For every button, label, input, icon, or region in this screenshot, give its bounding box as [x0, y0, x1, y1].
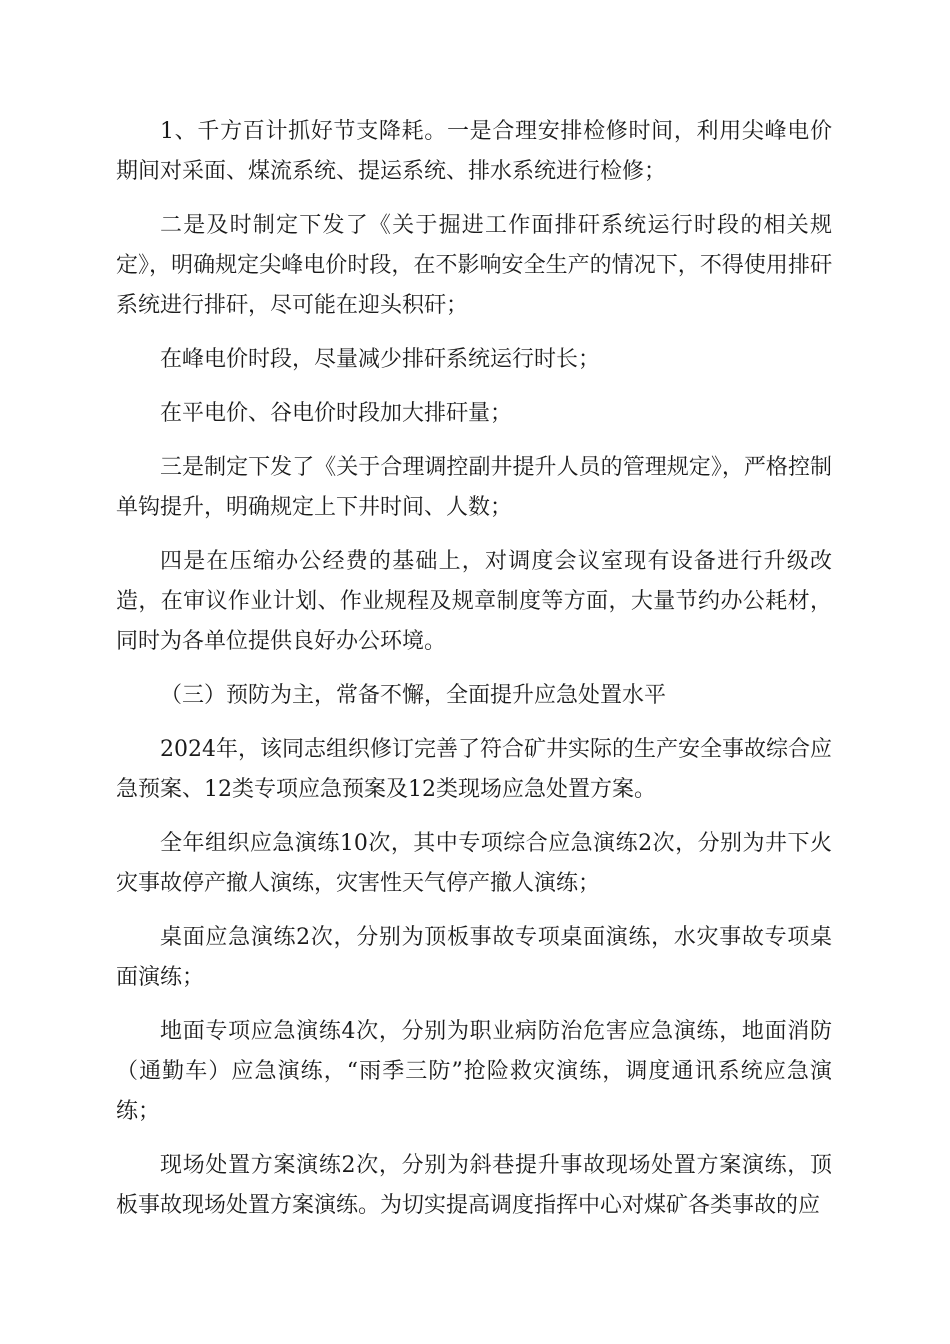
paragraph-tabletop-drills: 桌面应急演练2次，分别为顶板事故专项桌面演练，水灾事故专项桌面演练； — [116, 925, 832, 990]
paragraph-peak-price: 在峰电价时段，尽量减少排矸系统运行时长； — [160, 347, 601, 372]
paragraph-off-peak-price: 在平电价、谷电价时段加大排矸量； — [160, 401, 513, 426]
paragraph-surface-drills: 地面专项应急演练4次，分别为职业病防治危害应急演练，地面消防（通勤车）应急演练，“雨季三防”抢险救灾演练，调度通讯系统应急演练； — [116, 1019, 832, 1124]
paragraph-energy-saving: 1、千方百计抓好节支降耗。一是合理安排检修时间，利用尖峰电价期间对采面、煤流系统、提运系统、排水系统进行检修； — [116, 119, 832, 184]
section-heading-emergency: （三）预防为主，常备不懈，全面提升应急处置水平 — [160, 683, 667, 708]
paragraph-rock-removal-rules: 二是及时制定下发了《关于掘进工作面排矸系统运行时段的相关规定》，明确规定尖峰电价时段，在不影响安全生产的情况下，不得使用排矸系统进行排矸，尽可能在迎头积矸； — [116, 213, 832, 318]
paragraph-emergency-plans: 2024年，该同志组织修订完善了符合矿井实际的生产安全事故综合应急预案、12类专项应急预案及12类现场应急处置方案。 — [116, 737, 832, 802]
paragraph-onsite-drills: 现场处置方案演练2次，分别为斜巷提升事故现场处置方案演练，顶板事故现场处置方案演练。为切实提高调度指挥中心对煤矿各类事故的应 — [116, 1153, 832, 1218]
paragraph-drills-summary: 全年组织应急演练10次，其中专项综合应急演练2次，分别为井下火灾事故停产撤人演练，灾害性天气停产撤人演练； — [116, 831, 832, 896]
document-body — [116, 112, 832, 1240]
paragraph-office-upgrade: 四是在压缩办公经费的基础上，对调度会议室现有设备进行升级改造，在审议作业计划、作业规程及规章制度等方面，大量节约办公耗材，同时为各单位提供良好办公环境。 — [116, 549, 832, 654]
paragraph-shaft-hoisting-rules: 三是制定下发了《关于合理调控副井提升人员的管理规定》，严格控制单钩提升，明确规定上下井时间、人数； — [116, 455, 832, 520]
